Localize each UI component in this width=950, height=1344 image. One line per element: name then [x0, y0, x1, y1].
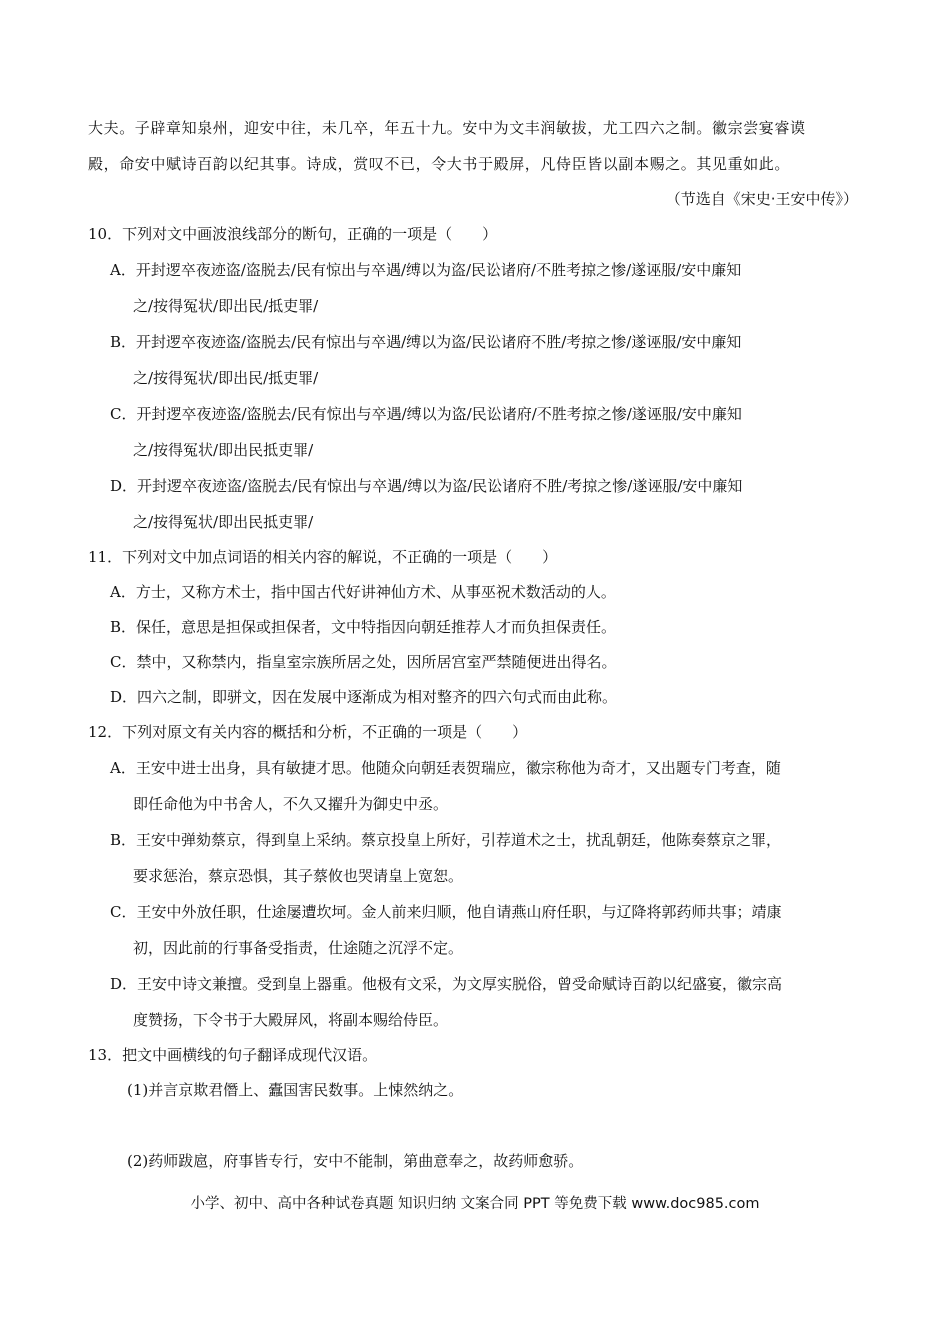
q10-option-a-line-2: 之/按得冤状/即出民/抵吏罪/: [133, 297, 319, 315]
q10-option-d-line-1: D．开封逻卒夜迹盗/盗脱去/民有惊出与卒遇/缚以为盗/民讼诸府不胜/考掠之惨/遂诬服/安中廉知: [110, 477, 743, 495]
q10-option-c-line-2: 之/按得冤状/即出民抵吏罪/: [133, 441, 314, 459]
q12-option-c-line-1: C．王安中外放任职，仕途屡遭坎坷。金人前来归顺，他自请燕山府任职，与辽降将郭药师共事；靖康: [110, 903, 782, 921]
question-13-stem: 13．把文中画横线的句子翻译成现代汉语。: [88, 1046, 378, 1064]
question-11-stem: 11．下列对文中加点词语的相关内容的解说，不正确的一项是（ ）: [88, 548, 558, 566]
q10-option-c-line-1: C．开封逻卒夜迹盗/盗脱去/民有惊出与卒遇/缚以为盗/民讼诸府/不胜考掠之惨/遂诬服/安中廉知: [110, 405, 742, 423]
q12-option-c-line-2: 初，因此前的行事备受指责，仕途随之沉浮不定。: [133, 939, 464, 957]
q12-option-b-line-1: B．王安中弹劾蔡京，得到皇上采纳。蔡京投皇上所好，引荐道术之士，扰乱朝廷，他陈奏蔡京之罪，: [110, 831, 782, 849]
passage-source: （节选自《宋史·王安中传》）: [665, 190, 858, 208]
q11-option-d: D．四六之制，即骈文，因在发展中逐渐成为相对整齐的四六句式而由此称。: [110, 688, 618, 706]
q10-option-b-line-1: B．开封逻卒夜迹盗/盗脱去/民有惊出与卒遇/缚以为盗/民讼诸府不胜/考掠之惨/遂诬服/安中廉知: [110, 333, 742, 351]
q13-sentence-1: (1)并言京欺君僭上、蠹国害民数事。上悚然纳之。: [127, 1081, 464, 1099]
q10-option-b-line-2: 之/按得冤状/即出民/抵吏罪/: [133, 369, 319, 387]
passage-line-1: 大夫。子辟章知泉州，迎安中往，未几卒，年五十九。安中为文丰润敏拔，尤工四六之制。徽宗尝宴睿谟: [88, 119, 806, 137]
q12-option-a-line-1: A．王安中进士出身，具有敏捷才思。他随众向朝廷表贺瑞应，徽宗称他为奇才，又出题专门考查，随: [110, 759, 781, 777]
q12-option-d-line-1: D．王安中诗文兼擅。受到皇上器重。他极有文采，为文厚实脱俗，曾受命赋诗百韵以纪盛宴，徽宗高: [110, 975, 783, 993]
q12-option-d-line-2: 度赞扬，下令书于大殿屏风，将副本赐给侍臣。: [133, 1011, 449, 1029]
q11-option-a: A．方士，又称方术士，指中国古代好讲神仙方术、从事巫祝术数活动的人。: [110, 583, 616, 601]
q11-option-c: C．禁中，又称禁内，指皇室宗族所居之处，因所居宫室严禁随便进出得名。: [110, 653, 617, 671]
q13-sentence-2: (2)药师跋扈，府事皆专行，安中不能制，第曲意奉之，故药师愈骄。: [127, 1152, 584, 1170]
q12-option-b-line-2: 要求惩治，蔡京恐惧，其子蔡攸也哭请皇上宽恕。: [133, 867, 464, 885]
q11-option-b: B．保任，意思是担保或担保者，文中特指因向朝廷推荐人才而负担保责任。: [110, 618, 617, 636]
q10-option-a-line-1: A．开封逻卒夜迹盗/盗脱去/民有惊出与卒遇/缚以为盗/民讼诸府/不胜考掠之惨/遂诬服/安中廉知: [110, 261, 742, 279]
question-12-stem: 12．下列对原文有关内容的概括和分析，不正确的一项是（ ）: [88, 723, 528, 741]
q12-option-a-line-2: 即任命他为中书舍人，不久又擢升为御史中丞。: [133, 795, 449, 813]
page-footer: 小学、初中、高中各种试卷真题 知识归纳 文案合同 PPT 等免费下载 www.doc985.com: [190, 1196, 760, 1212]
question-10-stem: 10．下列对文中画波浪线部分的断句，正确的一项是（ ）: [88, 225, 498, 243]
q10-option-d-line-2: 之/按得冤状/即出民抵吏罪/: [133, 513, 314, 531]
passage-line-2: 殿，命安中赋诗百韵以纪其事。诗成，赏叹不已，令大书于殿屏，凡侍臣皆以副本赐之。其见重如此。: [88, 155, 791, 173]
